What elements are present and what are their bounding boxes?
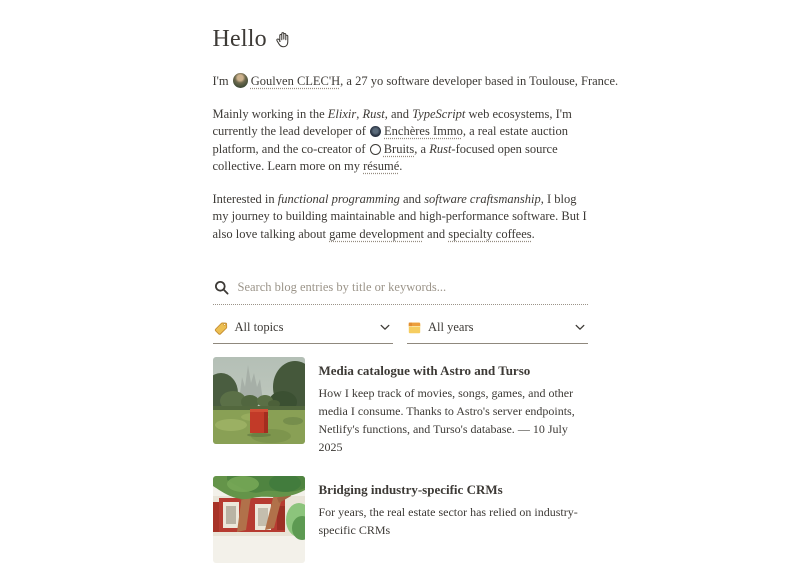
calendar-icon [408,321,421,334]
page-title [213,26,588,53]
author-link[interactable]: Goulven CLEC'H [250,74,341,88]
entry-title[interactable]: Bridging industry-specific CRMs [318,482,503,497]
filter-row [213,316,588,344]
page-title-text: Hello [212,26,267,52]
search-input[interactable] [238,280,587,295]
entry-title[interactable]: Media catalogue with Astro and Turso [318,363,531,378]
search-icon [214,280,229,295]
entry-text [319,476,588,539]
years-filter-label: All years [428,320,474,334]
bruits-logo-icon [370,144,381,155]
emphasized-text: TypeScript [412,106,466,121]
entry-description: How I keep track of movies, songs, games, and other media I consume. Thanks to Astro's server endpoints, Netlify's functions, and Turso's database. — 10 July 2025 [318,386,575,454]
emphasized-text: Rust [362,106,385,121]
chevron-down-icon [380,324,390,331]
avatar-icon [233,73,248,88]
blog-entry [213,357,588,456]
entry-thumbnail[interactable] [213,476,305,563]
encheres-immo-link[interactable]: Enchères Immo [384,124,463,138]
work-paragraph: Mainly working in the Elixir, Rust, and TypeScript web ecosystems, I'm currently the lead developer of Enchères Immo, a real estate auction platform, and the co-creator of Bruits, a Rust-focused open source collective. Learn more on my résumé. [212,106,572,173]
blog-entry [213,476,588,563]
interests-paragraph: Interested in functional programming and software craftsmanship, I blog my journey to building maintainable and high-performance software. But I also love talking about game development and specialty coffees. [212,191,587,241]
search-bar [213,276,588,305]
waving-hand-icon [274,30,293,49]
tag-icon [214,321,228,335]
emphasized-text: software craftsmanship [424,191,541,206]
specialty-coffees-link[interactable]: specialty coffees [448,226,532,241]
encheres-logo-icon [370,126,381,137]
years-filter-dropdown[interactable] [407,316,588,344]
emphasized-text: functional programming [277,191,400,206]
entry-thumbnail[interactable] [213,357,305,444]
blog-home-page [212,0,619,563]
entry-description: For years, the real estate sector has relied on industry-specific CRMs [318,505,578,537]
emphasized-text: Rust [429,141,452,156]
bruits-link[interactable]: Bruits [383,141,415,156]
emphasized-text: Elixir [327,106,357,121]
topics-filter-label: All topics [234,320,284,334]
entry-date: — 10 July 2025 [318,422,568,454]
chevron-down-icon [575,324,585,331]
topics-filter-dropdown[interactable] [213,316,394,344]
intro-paragraph: I'm Goulven CLEC'H, a 27 yo software developer based in Toulouse, France. [212,74,619,88]
entry-text [319,357,588,456]
resume-link[interactable]: résumé [363,159,400,173]
game-development-link[interactable]: game development [329,226,424,241]
